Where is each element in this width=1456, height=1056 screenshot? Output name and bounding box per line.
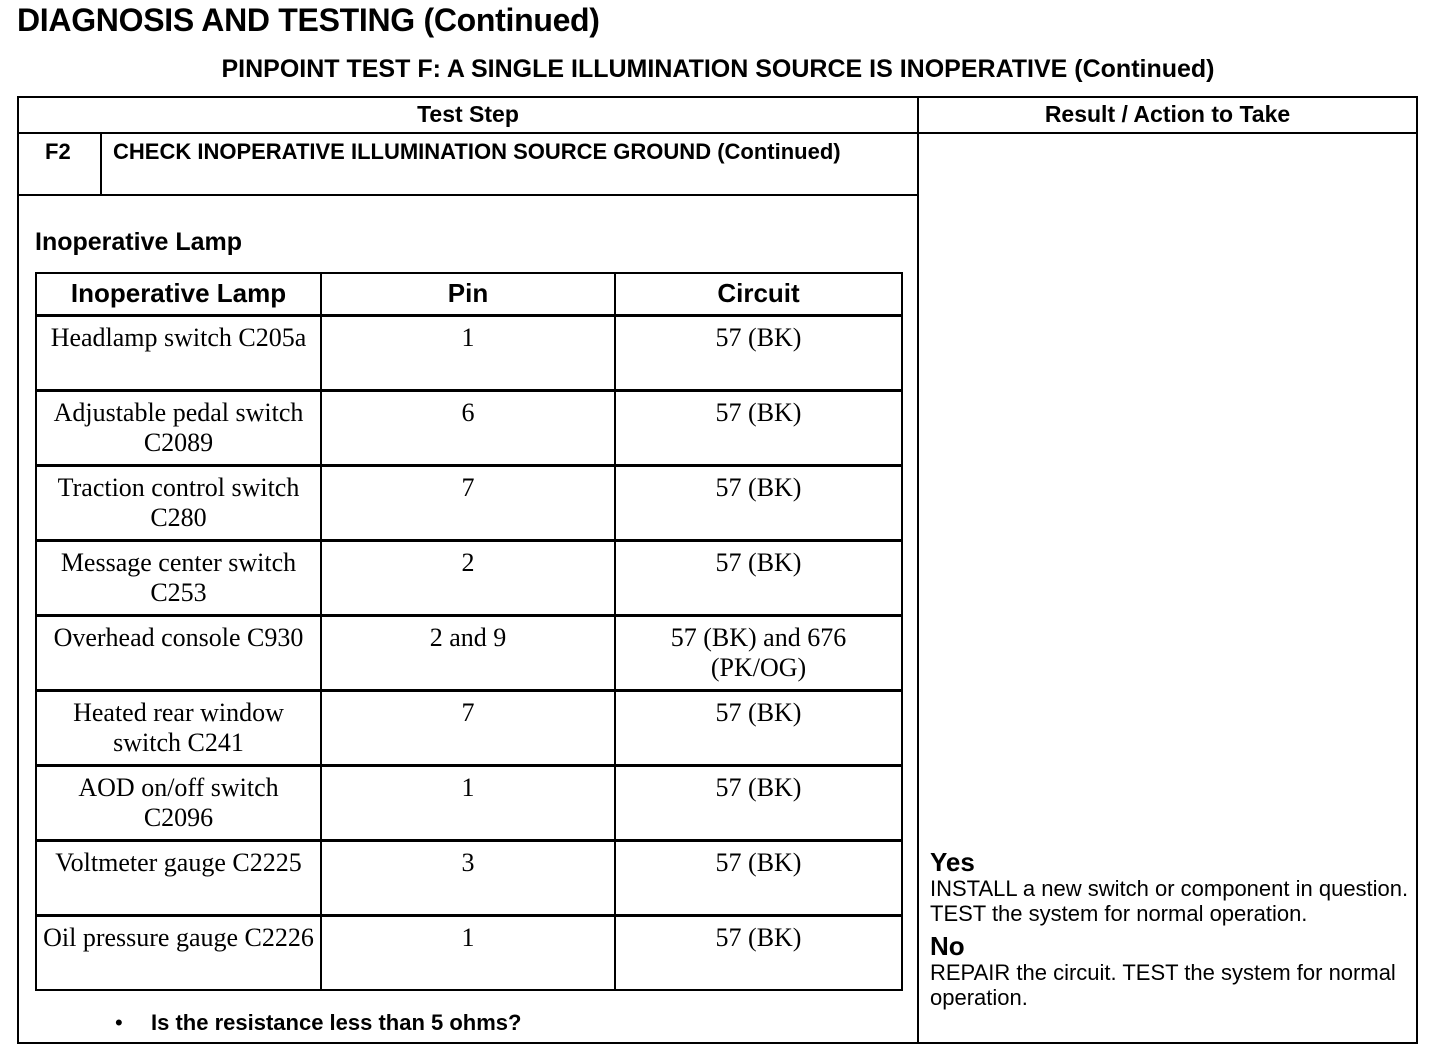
lamp-name-cell: Adjustable pedal switch C2089 bbox=[36, 390, 321, 465]
lamp-name-cell: Headlamp switch C205a bbox=[36, 315, 321, 390]
result-action-header: Result / Action to Take bbox=[1044, 101, 1291, 127]
lamp-name-cell: Traction control switch C280 bbox=[36, 465, 321, 540]
table-row bbox=[36, 840, 902, 915]
pin-cell: 1 bbox=[321, 765, 615, 840]
column-header-pin: Pin bbox=[321, 273, 615, 315]
circuit-cell: 57 (BK) bbox=[615, 840, 902, 915]
test-step-header: Test Step bbox=[417, 101, 519, 127]
question bbox=[115, 1010, 521, 1036]
column-header-lamp: Inoperative Lamp bbox=[36, 273, 321, 315]
no-action-text: REPAIR the circuit. TEST the system for normal operation. bbox=[930, 960, 1396, 1010]
pinpoint-test-title: PINPOINT TEST F: A SINGLE ILLUMINATION SOURCE IS INOPERATIVE (Continued) bbox=[221, 55, 1215, 83]
column-divider bbox=[917, 98, 919, 1042]
lamp-name-cell: Oil pressure gauge C2226 bbox=[36, 915, 321, 990]
circuit-cell: 57 (BK) bbox=[615, 915, 902, 990]
step-title: CHECK INOPERATIVE ILLUMINATION SOURCE GROUND (Continued) bbox=[113, 139, 841, 164]
step-id-divider bbox=[100, 134, 102, 194]
pin-cell: 3 bbox=[321, 840, 615, 915]
lamp-name-cell: Voltmeter gauge C2225 bbox=[36, 840, 321, 915]
yes-label: Yes bbox=[930, 847, 975, 877]
circuit-cell: 57 (BK) bbox=[615, 390, 902, 465]
bullet: • bbox=[115, 1010, 123, 1035]
section-heading: Inoperative Lamp bbox=[35, 228, 242, 256]
table-row bbox=[36, 540, 902, 615]
table-row bbox=[36, 915, 902, 990]
table-row bbox=[36, 765, 902, 840]
inoperative-lamp-table bbox=[35, 272, 903, 991]
step-row bbox=[19, 134, 917, 196]
yes-action-text: INSTALL a new switch or component in question. TEST the system for normal operation. bbox=[930, 876, 1409, 926]
pin-cell: 7 bbox=[321, 465, 615, 540]
lamp-table-header-row bbox=[36, 273, 902, 315]
lamp-name-cell: Message center switch C253 bbox=[36, 540, 321, 615]
table-header-row bbox=[19, 98, 1416, 134]
pin-cell: 6 bbox=[321, 390, 615, 465]
pin-cell: 2 bbox=[321, 540, 615, 615]
table-row bbox=[36, 690, 902, 765]
pin-cell: 1 bbox=[321, 915, 615, 990]
pinpoint-test-table bbox=[17, 96, 1418, 1044]
table-row bbox=[36, 390, 902, 465]
lamp-name-cell: Heated rear window switch C241 bbox=[36, 690, 321, 765]
result-actions bbox=[930, 848, 1410, 1016]
table-row bbox=[36, 465, 902, 540]
circuit-cell: 57 (BK) and 676 (PK/OG) bbox=[615, 615, 902, 690]
circuit-cell: 57 (BK) bbox=[615, 765, 902, 840]
lamp-name-cell: Overhead console C930 bbox=[36, 615, 321, 690]
circuit-cell: 57 (BK) bbox=[615, 690, 902, 765]
pin-cell: 7 bbox=[321, 690, 615, 765]
table-row bbox=[36, 315, 902, 390]
pin-cell: 1 bbox=[321, 315, 615, 390]
circuit-cell: 57 (BK) bbox=[615, 540, 902, 615]
circuit-cell: 57 (BK) bbox=[615, 465, 902, 540]
question-text: Is the resistance less than 5 ohms? bbox=[151, 1010, 522, 1035]
pin-cell: 2 and 9 bbox=[321, 615, 615, 690]
circuit-cell: 57 (BK) bbox=[615, 315, 902, 390]
lamp-name-cell: AOD on/off switch C2096 bbox=[36, 765, 321, 840]
no-label: No bbox=[930, 931, 965, 961]
page-title: DIAGNOSIS AND TESTING (Continued) bbox=[17, 2, 600, 38]
table-row bbox=[36, 615, 902, 690]
column-header-circuit: Circuit bbox=[615, 273, 902, 315]
step-id: F2 bbox=[45, 139, 71, 164]
